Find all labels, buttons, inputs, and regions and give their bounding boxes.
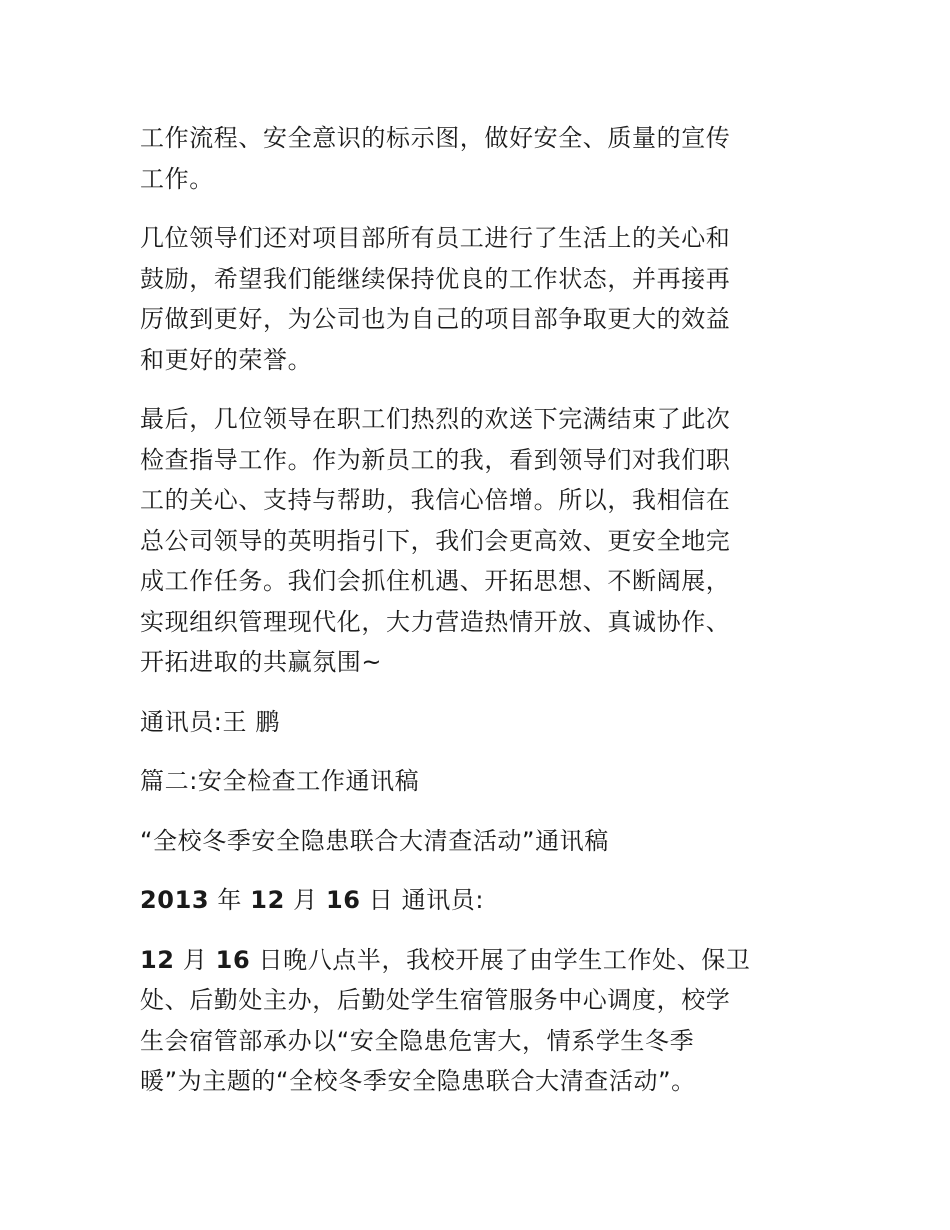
event-month: 12	[140, 945, 175, 974]
date-year: 2013	[140, 886, 210, 914]
event-rest: 日晚八点半，我校开展了由学生工作处、保卫 处、后勤处主办，后勤处学生宿管服务中心调度，校学 生会宿管部承办以“安全隐患危害大，情系学生冬季 暖”为主题的“全校冬季安全隐患联合大清查活动”。	[140, 945, 751, 1095]
reporter-line: 通讯员:王 鹏	[140, 707, 280, 736]
paragraph-3: 最后，几位领导在职工们热烈的欢送下完满结束了此次 检查指导工作。作为新员工的我，看到领导们对我们职 工的关心、支持与帮助，我信心倍增。所以，我相信在 总公司领导的英明指引下，我们会更高效、更安全地完 成工作任务。我们会抓住机遇、开拓思想、不断阔展， 实现组织管理现代化，大力营造热情开放、真诚协作、 开拓进取的共赢氛围~	[140, 405, 731, 676]
date-year-unit: 年	[209, 886, 251, 914]
event-month-unit: 月	[174, 945, 216, 974]
document-page	[140, 118, 800, 1102]
date-line	[140, 880, 800, 921]
date-day: 16	[325, 886, 361, 914]
paragraph-last	[140, 940, 800, 1102]
date-day-unit: 日	[360, 886, 402, 914]
paragraph-2: 几位领导们还对项目部所有员工进行了生活上的关心和 鼓励，希望我们能继续保持优良的工作状态，并再接再 厉做到更好，为公司也为自己的项目部争取更大的效益 和更好的荣誉。	[140, 224, 731, 374]
date-month: 12	[250, 886, 285, 914]
event-day: 16	[215, 945, 251, 974]
article-title: “全校冬季安全隐患联合大清查活动”通讯稿	[140, 826, 609, 855]
section-title: 篇二:安全检查工作通讯稿	[140, 767, 420, 795]
date-month-unit: 月	[284, 886, 326, 914]
date-reporter-label: 通讯员:	[401, 886, 485, 914]
paragraph-1: 工作流程、安全意识的标示图，做好安全、质量的宣传 工作。	[140, 124, 731, 193]
